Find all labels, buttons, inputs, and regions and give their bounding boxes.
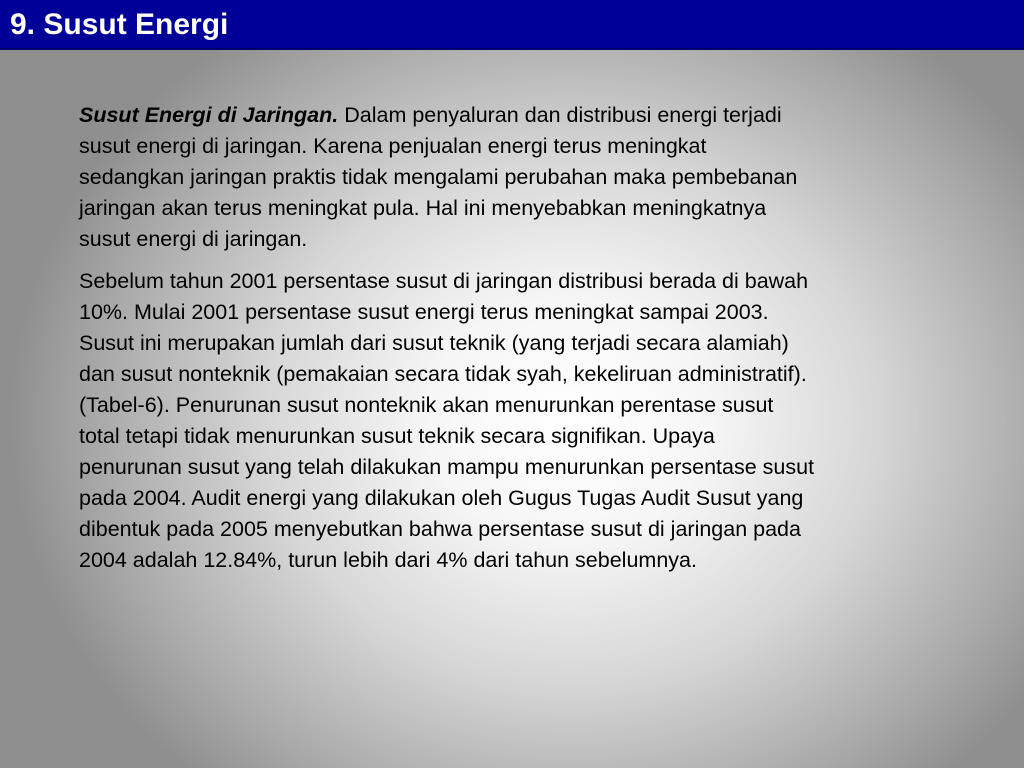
paragraph-line: Susut ini merupakan jumlah dari susut teknik (yang terjadi secara alamiah) [79,331,789,355]
paragraph-lead-in: Susut Energi di Jaringan. [79,103,339,127]
paragraph-line: susut energi di jaringan. [79,227,308,251]
paragraph-line: dan susut nonteknik (pemakaian secara tidak syah, kekeliruan administratif). [79,362,807,386]
paragraph-line: Dalam penyaluran dan distribusi energi terjadi [344,103,782,127]
paragraph-line: sedangkan jaringan praktis tidak mengalami perubahan maka pembebanan [79,165,798,189]
paragraph-line: dibentuk pada 2005 menyebutkan bahwa persentase susut di jaringan pada [79,517,801,541]
paragraph-line: jaringan akan terus meningkat pula. Hal ini menyebabkan meningkatnya [79,196,767,220]
paragraph-line: pada 2004. Audit energi yang dilakukan oleh Gugus Tugas Audit Susut yang [79,486,804,510]
paragraph-line: 2004 adalah 12.84%, turun lebih dari 4% dari tahun sebelumnya. [79,548,697,572]
paragraph-line: Sebelum tahun 2001 persentase susut di jaringan distribusi berada di bawah [79,269,809,293]
paragraph-line: penurunan susut yang telah dilakukan mampu menurunkan persentase susut [79,455,815,479]
slide-body [79,100,969,587]
title-bar [0,0,1024,50]
paragraph-line: susut energi di jaringan. Karena penjualan energi terus meningkat [79,134,707,158]
paragraph-line: (Tabel-6). Penurunan susut nonteknik akan menurunkan perentase susut [79,393,774,417]
paragraph-line: 10%. Mulai 2001 persentase susut energi terus meningkat sampai 2003. [79,300,769,324]
slide-title: 9. Susut Energi [10,8,229,41]
paragraph-line: total tetapi tidak menurunkan susut teknik secara signifikan. Upaya [79,424,715,448]
paragraph-sebelum-tahun-2001 [79,266,969,576]
paragraph-susut-energi-di-jaringan [79,100,969,255]
